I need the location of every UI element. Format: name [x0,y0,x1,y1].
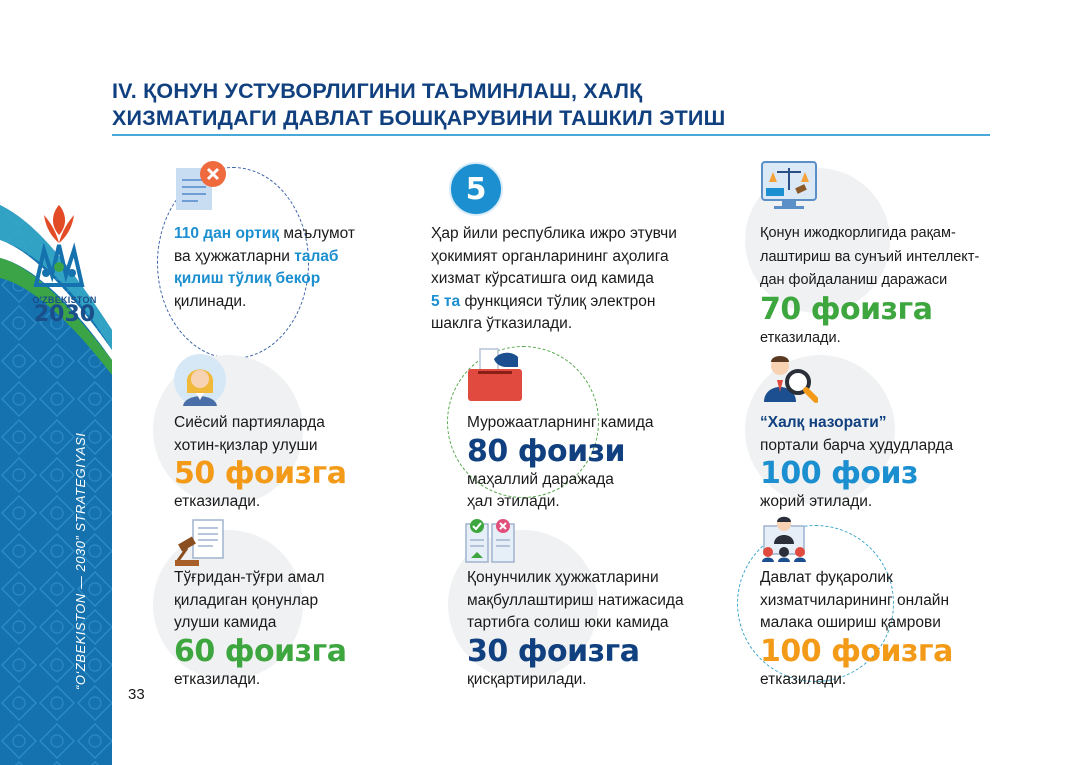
card-3-figure: 70 фоизга [760,291,933,327]
card-1-highlight-c: қилиш тўлиқ бекор [174,270,321,287]
approve-reject-documents-icon [464,518,516,564]
gavel-document-icon [173,518,229,568]
card-1-text-c: қилинади. [174,292,247,310]
logo-country: O'ZBEKISTON [32,295,97,305]
card-3-line-2: лаштириш ва сунъий интеллект- [760,248,980,265]
logo-year: 2030 [33,302,96,327]
card-8-line-4: қисқартирилади. [467,670,587,688]
card-9-text [760,567,953,691]
card-7-line-1: Тўғридан-тўғри амал [174,569,325,586]
card-4-figure: 50 фоизга [174,456,347,491]
card-3-line-4: етказилади. [760,329,841,346]
card-7-text [174,567,346,691]
card-4-line-2: хотин-қизлар улуши [174,436,318,454]
card-7-figure: 60 фоизга [174,633,347,669]
strategy-vertical-caption: “O‘ZBEKISTON — 2030” STRATEGIYASI [73,432,88,690]
number-five-text: 5 [465,172,487,207]
card-9-line-3: малака ошириш қамрови [760,614,941,631]
card-1-highlight-b: талаб [294,247,339,265]
card-4-line-3: етказилади. [174,493,261,510]
card-7-line-2: қиладиган қонунлар [174,591,319,609]
card-9-figure: 100 фоизга [760,633,953,669]
card-9-line-2: хизматчиларининг онлайн [760,591,950,609]
card-2-line-5: шаклга ўтказилади. [431,315,573,332]
page-number: 33 [128,686,145,703]
card-1-highlight: 110 дан ортиқ [174,225,280,242]
card-8-figure: 30 фоизга [467,633,640,669]
card-1-text [174,223,355,313]
card-7-line-3: улуши камида [174,614,277,631]
cancel-document-icon [172,158,230,214]
person-magnifier-icon [762,350,818,406]
card-8-line-2: мақбуллаштириш натижасида [467,591,684,609]
card-6-text [760,412,953,514]
card-2-line-4: функцияси тўлиқ электрон [460,292,656,310]
card-5-figure: 80 фоизи [467,433,626,469]
number-five-icon [447,160,505,218]
card-8-line-3: тартибга солиш юки камида [467,614,669,631]
section-title [112,78,725,132]
card-3-line-3: дан фойдаланиш даражаси [760,272,948,288]
card-5-line-2: маҳаллий даражада [467,470,614,488]
card-5-line-1: Мурожаатларнинг камида [467,414,654,431]
side-strip-pattern [0,0,112,765]
card-2-text [431,223,677,336]
card-4-text [174,412,346,514]
card-9-line-1: Давлат фуқаролик [760,569,893,586]
card-7-line-4: етказилади. [174,670,261,688]
side-strip [0,0,112,765]
ballot-box-icon [466,345,524,403]
card-3-text [760,222,979,350]
card-6-line-1: портали барча ҳудудларда [760,436,954,454]
law-monitor-icon [760,160,818,212]
title-divider [112,134,990,136]
card-9-line-4: етказилади. [760,670,847,688]
card-2-line-2: ҳокимият органларининг аҳолига [431,247,669,265]
card-1-text-b: ва ҳужжатларни [174,247,295,265]
card-3-line-1: Қонун ижодкорлигида рақам- [760,225,956,241]
card-2-highlight: 5 та [431,292,461,310]
card-1-text-a: маълумот [279,225,355,242]
card-2-line-3: хизмат кўрсатишга оид камида [431,270,654,287]
card-6-line-2: жорий этилади. [760,493,873,510]
card-8-text [467,567,684,691]
logo-caption [27,295,102,325]
card-5-line-3: ҳал этилади. [467,493,560,510]
card-4-line-1: Сиёсий партияларда [174,414,325,431]
online-training-icon [760,516,814,564]
card-2-line-1: Ҳар йили республика ижро этувчи [431,225,677,242]
card-8-line-1: Қонунчилик ҳужжатларини [467,569,659,586]
section-title-line-1: IV. ҚОНУН УСТУВОРЛИГИНИ ТАЪМИНЛАШ, ХАЛҚ [112,79,643,103]
woman-avatar-icon [173,353,227,407]
card-6-figure: 100 фоиз [760,456,918,491]
card-6-highlight: “Халқ назорати” [760,414,887,431]
card-5-text [467,412,654,514]
section-title-line-2: ХИЗМАТИДАГИ ДАВЛАТ БОШҚАРУВИНИ ТАШКИЛ ЭТИШ [112,106,726,130]
